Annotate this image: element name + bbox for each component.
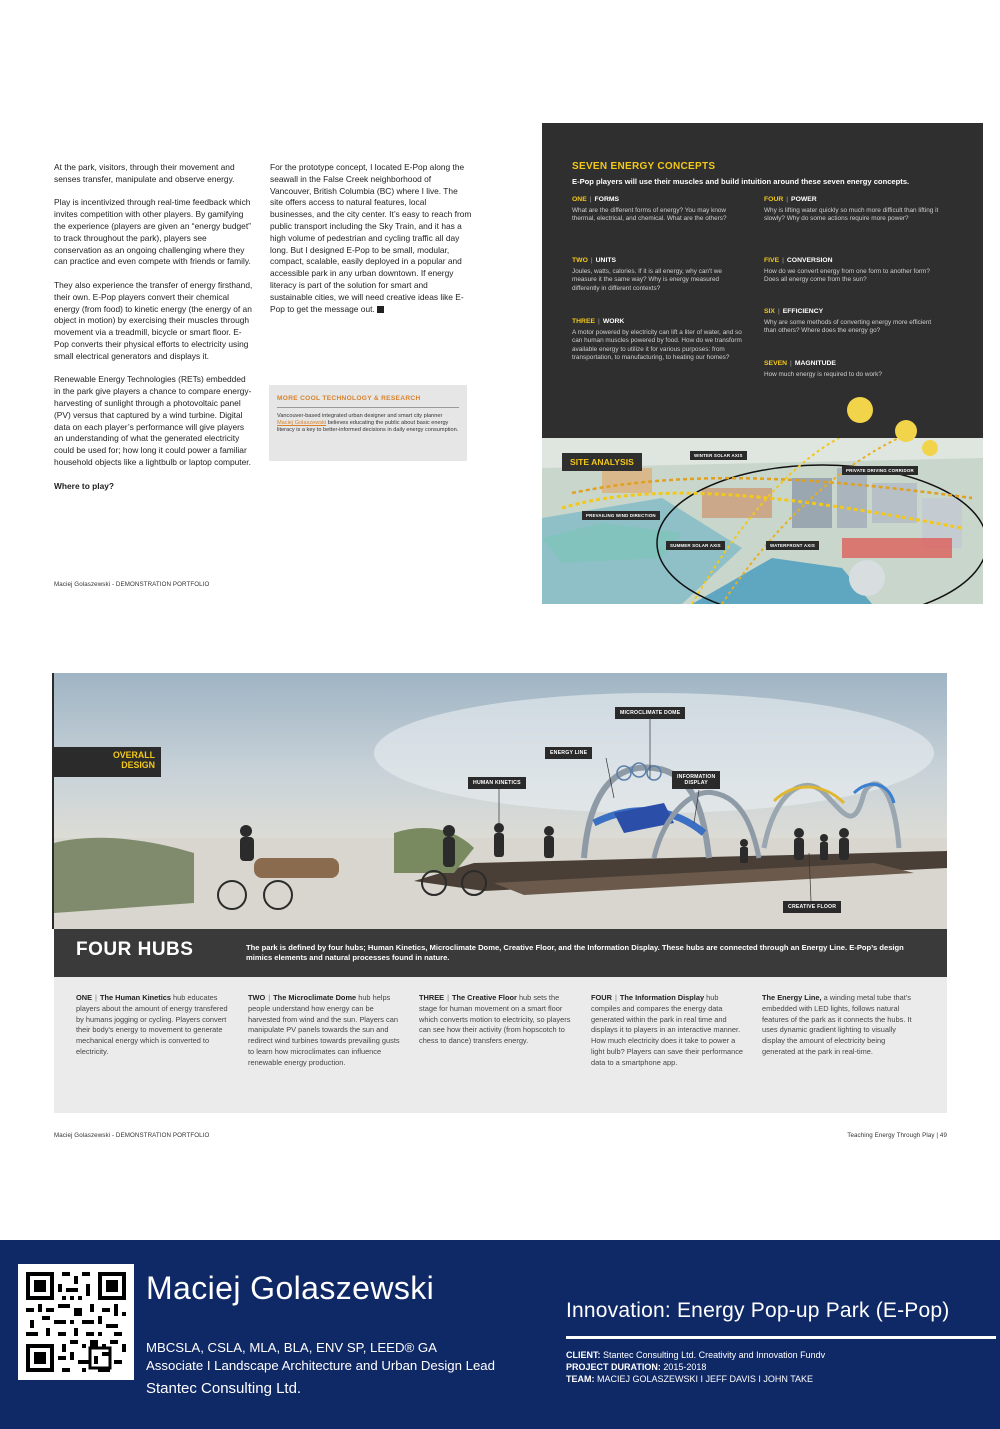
concept-name: CONVERSION [786,257,833,264]
hub-name: The Creative Floor [451,993,517,1002]
hub-energy-line [762,993,920,1058]
concept-text: What are the different forms of energy? You may know thermal, electrical, and chemical. What are the others? [572,207,727,223]
separator: | [598,318,600,325]
concept-one [572,196,747,224]
page-footer-right: Teaching Energy Through Play | 49 [847,1132,947,1139]
detail-value: MACIEJ GOLASZEWSKI I JEFF DAVIS I JOHN TAKE [597,1374,814,1384]
project-divider [566,1336,996,1339]
separator: | [777,308,780,315]
hub-four [591,993,749,1069]
map-tag-waterfront: WATERFRONT AXIS [766,541,819,550]
info-box-text [277,413,459,435]
separator: | [790,360,792,367]
concept-text: Why is lifting water quickly so much more difficult than lifting it slowly? Why do some actions require more power? [764,207,939,223]
info-box-text-start: Vancouver-based integrated urban designer and smart city planner [277,413,443,419]
concept-two [572,257,747,293]
four-hubs-header [54,929,947,977]
hub-text: a winding metal tube that's embedded with LED lights, follows natural features of the park as it connects the hubs. It uses dynamic gradient lighting to visually display the amount of electricity being generated at the park in real-time. [762,993,912,1056]
panel-subtitle: E-Pop players will use their muscles and build intuition around these seven energy concepts. [572,177,910,186]
concept-three [572,318,747,363]
concept-five [764,257,939,285]
detail-value: Stantec Consulting Ltd. Creativity and Innovation Fundv [603,1350,826,1360]
concept-number: TWO [572,257,588,264]
hubs-descriptions [54,977,947,1113]
park-render [54,673,947,929]
detail-label: CLIENT: [566,1350,601,1360]
label-line: OVERALL [112,750,155,760]
hub-number: TWO [248,993,266,1002]
sun-path-icon [832,393,942,463]
info-box-title: MORE COOL TECHNOLOGY & RESEARCH [277,395,459,408]
concept-number: ONE [572,196,587,203]
project-title: Innovation: Energy Pop-up Park (E-Pop) [566,1299,950,1322]
page-footer-left: Maciej Golaszewski - DEMONSTRATION PORTFOLIO [54,581,210,588]
paragraph: Renewable Energy Technologies (RETs) embedded in the park give players a chance to compare energy-harvesting of sunlight through a photovoltaic panel (PV) versus that captured by a wind turbine. Digital data on each player’s performance will give players an understanding of what the generated electricity could be used for; how long it could power a familiar household objects like a lightbulb or laptop computer. [54,374,252,467]
separator: | [782,257,784,264]
tag-information-display [672,771,720,789]
hub-text: hub compiles and compares the energy data generated within the park in real time and displays it to players in an interactive manner. How much electricity does it take to power a light bulb? Players can save their performance data to a smartphone app. [591,993,743,1067]
concept-number: THREE [572,318,596,325]
paragraph [270,162,472,315]
right-text-column [270,162,472,327]
qr-code[interactable] [18,1264,134,1380]
concept-number: SIX [764,308,775,315]
hub-text: hub educates players about the amount of energy transfered by humans jogging or cycling. Players convert their body's energy to movement to generate mechanical energy which is converted to electricity. [76,993,228,1056]
author-company: Stantec Consulting Ltd. [146,1380,302,1397]
map-tag-prevailing-wind: PREVAILING WIND DIRECTION [582,511,660,520]
concept-seven [764,360,939,379]
end-mark-icon [377,306,384,313]
info-box-text-end: believes educating the public about basic energy literacy is a key to better-informed decisions in daily energy consumption. [277,420,459,434]
project-team [566,1374,813,1385]
hub-number: THREE [419,993,445,1002]
concept-number: SEVEN [764,360,788,367]
tag-energy-line: ENERGY LINE [545,747,592,759]
concept-text: How do we convert energy from one form to another form? Does all energy come from the sun? [764,268,930,284]
concept-name: POWER [791,196,817,203]
concept-name: FORMS [594,196,620,203]
author-link[interactable]: Maciej Golaszewski [277,420,327,427]
detail-label: PROJECT DURATION: [566,1362,661,1372]
detail-value: 2015-2018 [663,1362,707,1372]
hub-name: The Human Kinetics [99,993,171,1002]
section-heading: Where to play? [54,480,115,491]
paragraph-text: For the prototype concept, I located E-Pop along the seawall in the False Creek neighborhood of Vancouver, British Columbia (BC) where I live. The site offers access to natural features, local businesses, and the city center. It’s easy to reach from public transport including the Sky Train, and it has a high volume of pedestrian and cycling traffic all day long. But I designed E-Pop to be small, modular, compact, scalable, easily deployed in a popular and accessible park in any urban downtown. If energy literacy is part of the solution for smart and sustainable cities, we will need creative ideas like E-Pop to get the message out. [270,162,472,314]
hub-name: The Energy Line, [762,993,822,1002]
concept-six [764,308,939,336]
concept-text: Why are some methods of converting energy more efficient than others? Where does the energy go? [764,319,932,335]
concept-name: EFFICIENCY [782,308,824,315]
hub-text: hub sets the stage for human movement on a smart floor which converts motion to electricity, so players can see how their activity (from hopscotch to chess to dance) transfers energy. [419,993,571,1046]
concept-four [764,196,939,224]
tag-line: DISPLAY [684,780,708,786]
separator: | [614,993,617,1002]
detail-label: TEAM: [566,1374,595,1384]
paragraph: They also experience the transfer of energy firsthand, their own. E-Pop players convert their chemical energy (from food) to kinetic energy (the energy of an object in motion) by exercising their muscles through movement via a treadmill, bicycle or smart floor. E-Pop converts their physical efforts to electricity using small electrical generators and displays it. [54,279,253,361]
author-credentials: MBCSLA, CSLA, MLA, BLA, ENV SP, LEED® GA [146,1340,437,1355]
concept-number: FOUR [764,196,784,203]
separator: | [786,196,789,203]
hub-name: The Information Display [619,993,705,1002]
overall-design-render [54,673,947,929]
author-role: Associate I Landscape Architecture and Urban Design Lead [146,1358,495,1373]
hub-text: hub helps people understand how energy can be harvested from wind and the sun. Players can manipulate PV panels towards the sun and redirect wind turbines towards prevailing gusts to learn how microclimates can influence renewable energy production. [248,993,400,1067]
concept-name: WORK [602,318,625,325]
tag-human-kinetics: HUMAN KINETICS [468,777,526,789]
hub-number: FOUR [591,993,612,1002]
map-tag-private-driving: PRIVATE DRIVING CORRIDOR [842,466,918,475]
hub-two [248,993,406,1069]
hub-number: ONE [76,993,93,1002]
separator: | [268,993,271,1002]
qr-code-icon [26,1272,126,1372]
author-name: Maciej Golaszewski [146,1270,435,1306]
panel-title: SEVEN ENERGY CONCEPTS [572,161,716,172]
four-hubs-intro: The park is defined by four hubs; Human Kinetics, Microclimate Dome, Creative Floor, and the Information Display. These hubs are connected through an Energy Line. E-Pop’s design mimics elements and natural processes found in nature. [246,943,904,963]
map-tag-winter-solar: WINTER SOLAR AXIS [690,451,747,460]
separator: | [95,993,97,1002]
concept-text: How much energy is required to do work? [764,371,882,378]
concept-name: MAGNITUDE [794,360,836,367]
separator: | [447,993,449,1002]
hub-name: The Microclimate Dome [273,993,357,1002]
hub-one [76,993,234,1058]
project-duration [566,1362,706,1373]
tag-creative-floor: CREATIVE FLOOR [783,901,841,913]
paragraph: Play is incentivized through real-time feedback which invites competition with other players. By gamifying the experience (players are given an “energy budget” to track throughout the park), players see conservation as an ongoing challenging where they can practice and even compete with friends or family. [54,197,251,267]
map-tag-summer-solar: SUMMER SOLAR AXIS [666,541,725,550]
concept-name: UNITS [595,257,617,264]
project-client [566,1350,825,1361]
left-text-column [54,162,254,504]
concept-text: Joules, watts, calories. If it is all energy, why can't we measure it the same way? Why is energy measured differently in different contexts? [572,268,722,292]
paragraph: At the park, visitors, through their movement and senses transfer, manipulate and observe energy. [54,162,235,184]
page-footer-left: Maciej Golaszewski - DEMONSTRATION PORTFOLIO [54,1132,210,1139]
concept-text: A motor powered by electricity can lift a liter of water, and so can human muscles powered by food. How do we transform available energy to utilize it for various purposes: from transportation, to manufacturing, to heating our homes? [572,329,742,362]
site-analysis-label: SITE ANALYSIS [562,453,642,471]
author-banner [0,1240,1000,1429]
four-hubs-title: FOUR HUBS [76,939,194,960]
concept-number: FIVE [764,257,780,264]
energy-concepts-panel [542,123,983,604]
overall-design-label [54,747,161,777]
separator: | [590,257,593,264]
tag-microclimate-dome: MICROCLIMATE DOME [615,707,685,719]
separator: | [589,196,592,203]
info-box [269,385,467,461]
hub-three [419,993,577,1047]
tag-line: INFORMATION [677,774,716,780]
label-line: DESIGN [121,760,155,770]
